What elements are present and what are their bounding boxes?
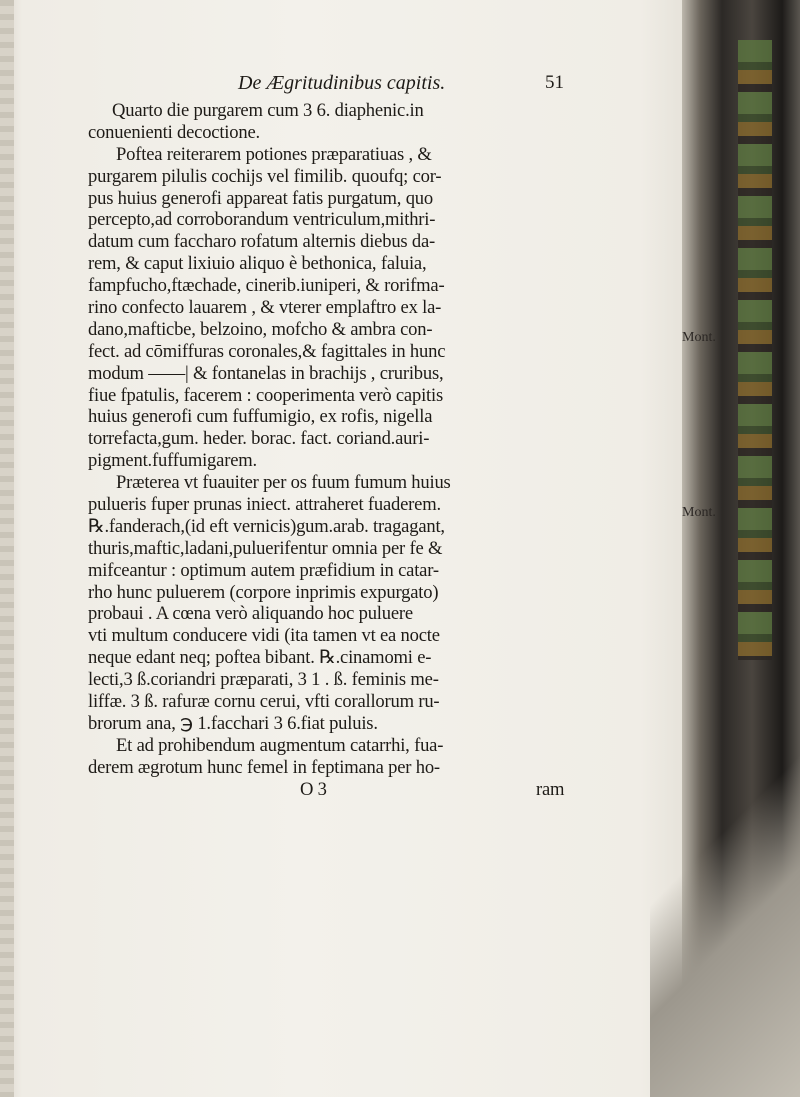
text-line: pulueris fuper prunas iniect. attraheret fuaderem. [88, 494, 441, 516]
text-line: pus huius generofi appareat fatis purgatum, quo [88, 187, 433, 209]
catchword: ram [536, 778, 565, 800]
text-line: rho hunc puluerem (corpore inprimis expurgato) [88, 581, 439, 603]
page-number: 51 [545, 72, 564, 93]
text-line: torrefacta,gum. heder. borac. fact. coriand.auri- [88, 428, 430, 450]
margin-note: Mont. [682, 505, 716, 520]
text-line: ℞.fanderach,(id eft vernicis)gum.arab. tragagant, [88, 515, 445, 537]
signature-mark: O 3 [300, 778, 327, 800]
text-line: huius generofi cum fuffumigio, ex rofis, nigella [88, 406, 433, 428]
binding-strip [738, 40, 772, 660]
margin-note: Mont. [682, 330, 716, 345]
text-line: lecti,3 ß.coriandri præparati, 3 1 . ß. feminis me- [88, 669, 439, 691]
text-line: derem ægrotum hunc femel in feptimana per ho- [88, 756, 440, 778]
text-line: rino confecto lauarem , & vterer emplaftro ex la- [88, 297, 442, 319]
text-line: Et ad prohibendum augmentum catarrhi, fua- [116, 734, 444, 756]
text-line: Poftea reiterarem potiones præparatiuas , & [116, 143, 432, 165]
text-line: fiue fpatulis, facerem : cooperimenta verò capitis [88, 384, 444, 406]
text-line: Quarto die purgarem cum 3 6. diaphenic.in [112, 100, 424, 121]
text-line: pigment.fuffumigarem. [88, 450, 257, 472]
text-line: vti multum conducere vidi (ita tamen vt ea nocte [88, 625, 440, 647]
body-text [88, 100, 668, 801]
text-line: rem, & caput lixiuio aliquo è bethonica, faluia, [88, 253, 427, 275]
text-line: thuris,maftic,ladani,puluerifentur omnia per fe & [88, 537, 443, 559]
text-line: dano,mafticbe, belzoino, mofcho & ambra con- [88, 318, 433, 340]
text-line: fect. ad cōmiffuras coronales,& fagittales in hunc [88, 340, 446, 362]
text-line: mifceantur : optimum autem præfidium in catar- [88, 559, 439, 581]
text-line: conuenienti decoctione. [88, 121, 260, 143]
page-edge [0, 0, 14, 1097]
text-line: fampfucho,ftæchade, cinerib.iuniperi, & rorifma- [88, 275, 445, 297]
page-curl-shadow [650, 677, 800, 1097]
text-line: liffæ. 3 ß. rafuræ cornu cerui, vfti corallorum ru- [88, 691, 440, 713]
text-line: neque edant neq; poftea bibant. ℞.cinamomi e- [88, 647, 432, 669]
text-line: modum ——| & fontanelas in brachijs , cruribus, [88, 362, 444, 384]
page-header [88, 72, 648, 100]
text-line: percepto,ad corroborandum ventriculum,mithri- [88, 209, 436, 231]
text-line: brorum ana, ℈ 1.facchari 3 6.fiat puluis. [88, 712, 378, 734]
text-line: Præterea vt fuauiter per os fuum fumum huius [116, 472, 451, 494]
running-title: De Ægritudinibus capitis. [238, 72, 446, 94]
footer-line [88, 779, 668, 801]
text-line: datum cum faccharo rofatum alternis diebus da- [88, 231, 436, 253]
text-line: purgarem pilulis cochijs vel fimilib. quoufq; cor- [88, 165, 442, 187]
text-line: probaui . A cœna verò aliquando hoc puluere [88, 603, 413, 625]
